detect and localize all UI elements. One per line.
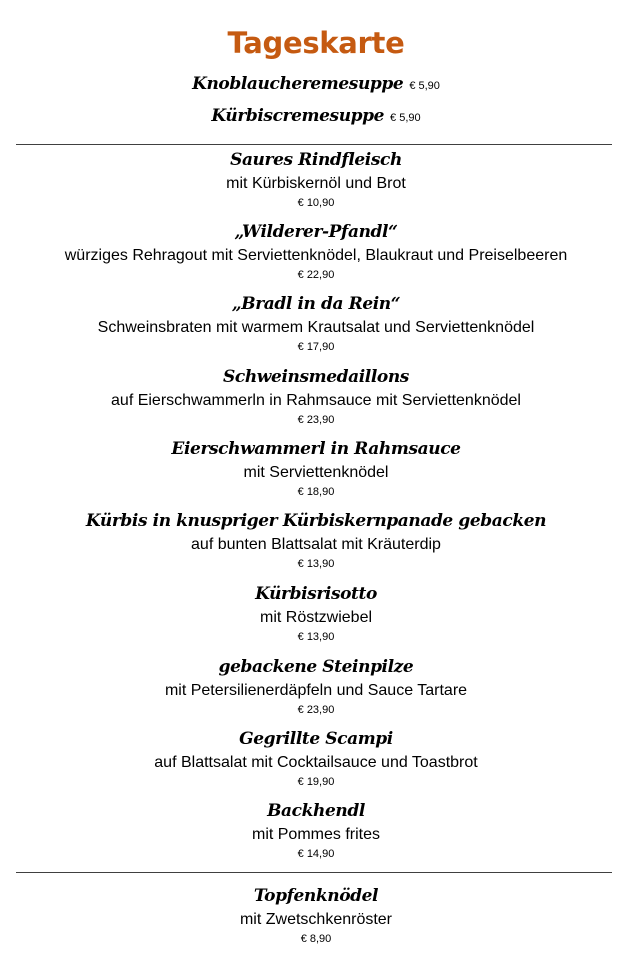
dish-description: auf Eierschwammerln in Rahmsauce mit Serviettenknödel [111, 392, 521, 409]
dish-item [0, 292, 632, 355]
dish-description: mit Röstzwiebel [259, 609, 373, 626]
divider-line [16, 872, 612, 873]
dish-item [0, 220, 632, 283]
dish-item [0, 437, 632, 500]
dish-name: Eierschwammerl in Rahmsauce [171, 439, 461, 459]
dish-price: € 23,90 [297, 704, 335, 716]
dish-name: Gegrillte Scampi [239, 729, 393, 749]
dish-price: € 19,90 [297, 776, 335, 788]
dish-name: „Bradl in da Rein“ [231, 294, 401, 314]
soup-item [0, 106, 632, 126]
menu-title: Tageskarte [227, 26, 405, 60]
dish-item [0, 799, 632, 862]
dish-description: Schweinsbraten mit warmem Krautsalat und Serviettenknödel [97, 319, 535, 336]
dish-price: € 14,90 [297, 848, 335, 860]
dessert-item [0, 884, 632, 947]
soup-item [0, 74, 632, 94]
divider-line [16, 144, 612, 145]
dish-price: € 23,90 [297, 414, 335, 426]
dish-item [0, 365, 632, 428]
dish-name: Schweinsmedaillons [223, 367, 409, 387]
dish-price: € 18,90 [297, 486, 335, 498]
dessert-name: Topfenknödel [253, 886, 379, 906]
soup-price: € 5,90 [390, 112, 421, 124]
dish-description: mit Kürbiskernöl und Brot [226, 175, 406, 192]
dish-description: auf bunten Blattsalat mit Kräuterdip [191, 536, 441, 553]
dish-name: Kürbisrisotto [255, 584, 377, 604]
dish-description: würziges Rehragout mit Serviettenknödel, Blaukraut und Preiselbeeren [64, 247, 568, 264]
dessert-price: € 8,90 [300, 933, 332, 945]
dish-item [0, 582, 632, 645]
dish-item [0, 655, 632, 718]
dish-item [0, 509, 632, 572]
dish-description: mit Petersilienerdäpfeln und Sauce Tartare [164, 682, 468, 699]
dish-item [0, 148, 632, 211]
dish-name: Backhendl [267, 801, 365, 821]
dish-name: gebackene Steinpilze [218, 657, 414, 677]
dish-name: Saures Rindfleisch [230, 150, 402, 170]
dish-name: Kürbis in knuspriger Kürbiskernpanade gebacken [85, 511, 547, 531]
dish-price: € 13,90 [297, 631, 335, 643]
dish-price: € 22,90 [297, 269, 335, 281]
soup-name: Kürbiscremesuppe [211, 106, 385, 126]
dish-name: „Wilderer-Pfandl“ [234, 222, 398, 242]
dessert-description: mit Zwetschkenröster [239, 911, 393, 928]
dish-price: € 13,90 [297, 558, 335, 570]
dish-price: € 17,90 [297, 341, 335, 353]
dish-description: mit Serviettenknödel [243, 464, 389, 481]
dish-description: mit Pommes frites [251, 826, 380, 843]
soup-name: Knoblaucheremesuppe [192, 74, 404, 94]
dish-description: auf Blattsalat mit Cocktailsauce und Toastbrot [154, 754, 478, 771]
soup-price: € 5,90 [409, 80, 440, 92]
dish-item [0, 727, 632, 790]
dish-price: € 10,90 [297, 197, 335, 209]
